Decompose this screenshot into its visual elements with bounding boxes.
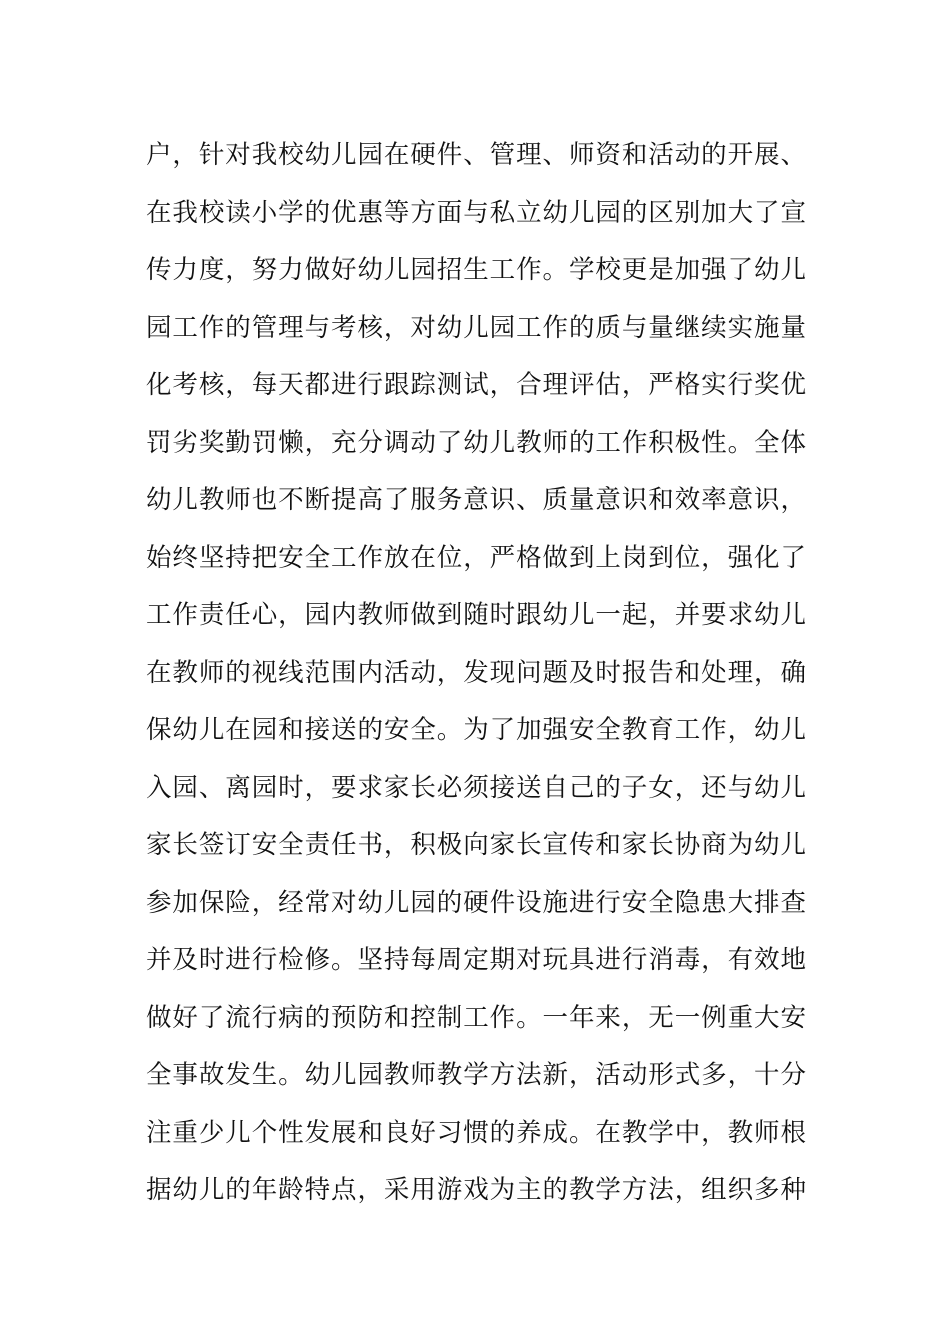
text-line: 化考核，每天都进行跟踪测试，合理评估，严格实行奖优 bbox=[146, 370, 806, 400]
text-line: 幼儿教师也不断提高了服务意识、质量意识和效率意识， bbox=[146, 485, 806, 515]
text-line: 始终坚持把安全工作放在位，严格做到上岗到位，强化了 bbox=[146, 542, 806, 573]
text-line: 在教师的视线范围内活动，发现问题及时报告和处理，确 bbox=[146, 657, 806, 688]
text-line: 罚劣奖勤罚懒，充分调动了幼儿教师的工作积极性。全体 bbox=[146, 427, 806, 458]
body-text bbox=[146, 127, 806, 1220]
text-line: 入园、离园时，要求家长必须接送自己的子女，还与幼儿 bbox=[146, 772, 806, 803]
text-line: 并及时进行检修。坚持每周定期对玩具进行消毒，有效地 bbox=[146, 945, 806, 975]
text-line: 园工作的管理与考核，对幼儿园工作的质与量继续实施量 bbox=[146, 312, 806, 343]
text-line: 家长签订安全责任书，积极向家长宣传和家长协商为幼儿 bbox=[146, 830, 806, 860]
text-line: 工作责任心，园内教师做到随时跟幼儿一起，并要求幼儿 bbox=[146, 600, 806, 630]
text-line: 传力度，努力做好幼儿园招生工作。学校更是加强了幼儿 bbox=[146, 255, 806, 285]
text-line: 户，针对我校幼儿园在硬件、管理、师资和活动的开展、 bbox=[146, 140, 806, 170]
text-line: 全事故发生。幼儿园教师教学方法新，活动形式多，十分 bbox=[146, 1060, 806, 1090]
text-line: 做好了流行病的预防和控制工作。一年来，无一例重大安 bbox=[146, 1002, 806, 1033]
text-line: 据幼儿的年龄特点，采用游戏为主的教学方法，组织多种 bbox=[146, 1175, 806, 1205]
text-line: 参加保险，经常对幼儿园的硬件设施进行安全隐患大排查 bbox=[146, 887, 806, 918]
text-line: 在我校读小学的优惠等方面与私立幼儿园的区别加大了宣 bbox=[146, 197, 806, 228]
text-line: 注重少儿个性发展和良好习惯的养成。在教学中，教师根 bbox=[146, 1117, 806, 1148]
text-line: 保幼儿在园和接送的安全。为了加强安全教育工作，幼儿 bbox=[146, 715, 806, 745]
